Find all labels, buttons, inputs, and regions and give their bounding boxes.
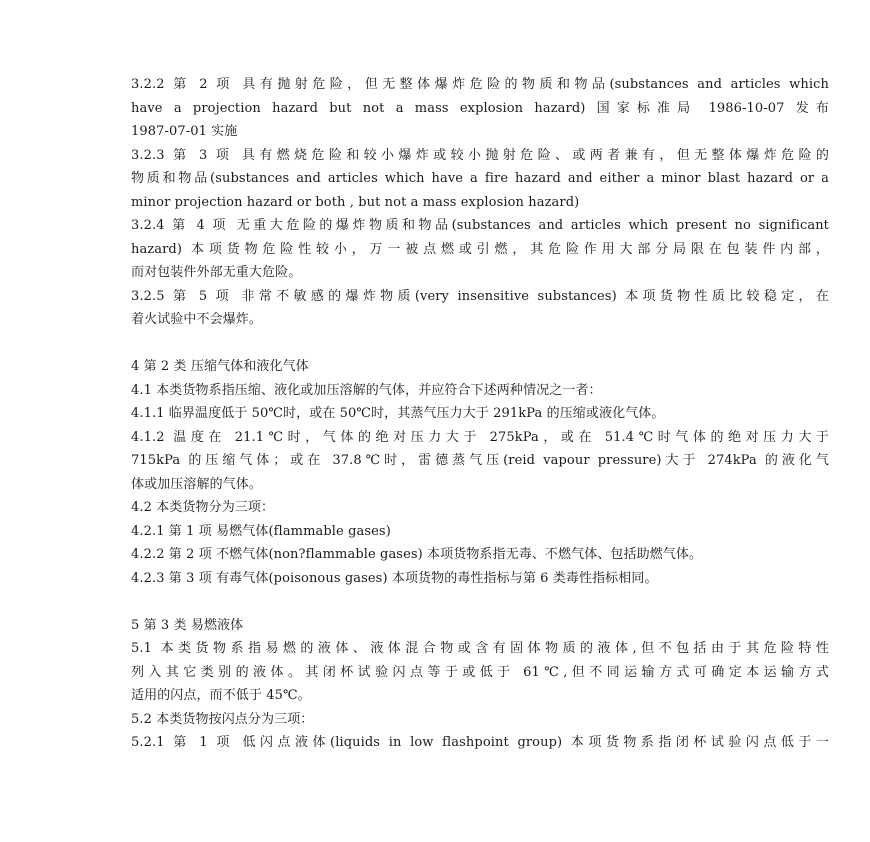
text-line: 3.2.2 第 2 项 具有抛射危险，但无整体爆炸危险的物质和物品(substances and articles which	[131, 77, 829, 92]
paragraph-gap	[131, 590, 829, 614]
section-heading: 5 第 3 类 易燃液体	[131, 617, 244, 633]
text-line: 4.2 本类货物分为三项：	[131, 500, 275, 515]
text-line: 4.2.1 第 1 项 易燃气体(flammable gases)	[131, 523, 391, 539]
text-line: have a projection hazard but not a mass explosion hazard) 国家标准局 1986-10-07 发布	[131, 100, 829, 116]
text-line: 715kPa 的压缩气体；或在 37.8℃时，雷德蒸气压(reid vapour pressure)大于 274kPa 的液化气	[131, 453, 829, 468]
section-heading: 4 第 2 类 压缩气体和液化气体	[131, 359, 309, 374]
text-line: 5.2.1 第 1 项 低闪点液体(liquids in low flashpoint group) 本项货物系指闭杯试验闪点低于一	[131, 735, 829, 750]
text-line: 3.2.5 第 5 项 非常不敏感的爆炸物质(very insensitive substances) 本项货物性质比较稳定，在	[131, 288, 829, 304]
paragraph-gap	[131, 332, 829, 356]
document-page	[131, 73, 829, 755]
text-line: 而对包装件外部无重大危险。	[131, 265, 302, 280]
text-line: 4.1.1 临界温度低于 50℃时，或在 50℃时，其蒸气压力大于 291kPa 的压缩或液化气体。	[131, 406, 665, 421]
text-line: 体或加压溶解的气体。	[131, 476, 263, 492]
text-line: 适用的闪点，而不低于 45℃。	[131, 688, 311, 703]
text-line: 物质和物品(substances and articles which have a fire hazard and either a minor blast hazard or a	[131, 171, 829, 186]
text-line: minor projection hazard or both , but not a mass explosion hazard)	[131, 194, 580, 210]
text-line: 列入其它类别的液体。其闭杯试验闪点等于或低于 61℃,但不同运输方式可确定本运输方式	[131, 664, 829, 680]
text-line: 5.1 本类货物系指易燃的液体、液体混合物或含有固体物质的液体,但不包括由于其危险特性	[131, 641, 829, 656]
text-line: 着火试验中不会爆炸。	[131, 312, 263, 327]
text-line: 4.1 本类货物系指压缩、液化或加压溶解的气体，并应符合下述两种情况之一者：	[131, 382, 602, 398]
text-line: 4.2.3 第 3 项 有毒气体(poisonous gases) 本项货物的毒性指标与第 6 类毒性指标相同。	[131, 570, 658, 586]
text-line: 4.2.2 第 2 项 不燃气体(non?flammable gases) 本项货物系指无毒、不燃气体、包括助燃气体。	[131, 547, 703, 562]
text-line: 4.1.2 温度在 21.1℃时，气体的绝对压力大于 275kPa，或在 51.4℃时气体的绝对压力大于	[131, 429, 829, 445]
text-line: 3.2.4 第 4 项 无重大危险的爆炸物质和物品(substances and articles which present no significant	[131, 218, 829, 233]
text-line: 5.2 本类货物按闪点分为三项：	[131, 711, 314, 727]
text-line: hazard) 本项货物危险性较小，万一被点燃或引燃，其危险作用大部分局限在包装件内部，	[131, 241, 829, 257]
text-line: 3.2.3 第 3 项 具有燃烧危险和较小爆炸或较小抛射危险、或两者兼有，但无整体爆炸危险的	[131, 147, 829, 163]
text-line: 1987-07-01 实施	[131, 124, 238, 139]
